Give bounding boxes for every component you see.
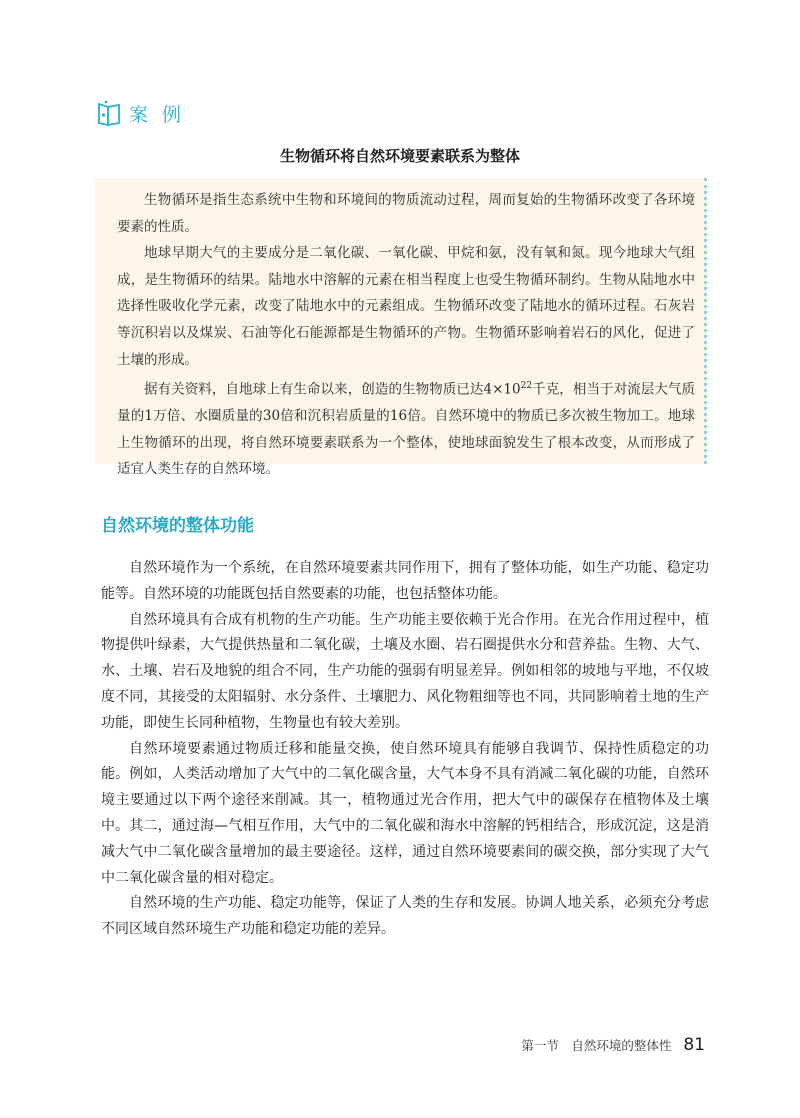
body-paragraph: 自然环境的生产功能、稳定功能等，保证了人类的生存和发展。协调人地关系，必须充分考虑不同区域自然环境生产功能和稳定功能的差异。 (101, 895, 709, 938)
body-paragraph: 自然环境作为一个系统，在自然环境要素共同作用下，拥有了整体功能，如生产功能、稳定功能等。自然环境的功能既包括自然要素的功能，也包括整体功能。 (101, 560, 709, 602)
page-footer (521, 1035, 705, 1055)
section-title: 自然环境的整体功能 (101, 516, 254, 536)
exponent: 22 (520, 381, 533, 392)
body-paragraph: 自然环境具有合成有机物的生产功能。生产功能主要依赖于光合作用。在光合作用过程中，植物提供叶绿素，大气提供热量和二氧化碳，土壤及水圈、岩石圈提供水分和营养盐。生物、大气、水、土壤、岩石及地貌的组合不同，生产功能的强弱有明显差异。例如相邻的坡地与平地，不仅坡度不同，其接受的太阳辐射、水分条件、土壤肥力、风化物粗细等也不同，共同影响着土地的生产功能，即使生长同种植物，生物量也有较大差别。 (101, 611, 709, 731)
case-label: 案 例 (129, 103, 186, 126)
case-paragraph-part: 据有关资料，自地球上有生命以来，创造的生物物质已达4×10 (144, 381, 521, 398)
case-body (117, 187, 695, 483)
book-case-icon (95, 99, 123, 127)
case-paragraph: 生物循环是指生态系统中生物和环境间的物质流动过程，周而复始的生物循环改变了各环境要素的性质。 (117, 192, 695, 235)
main-body (101, 556, 709, 943)
case-paragraph: 地球早期大气的主要成分是二氧化碳、一氧化碳、甲烷和氨，没有氧和氮。现今地球大气组成，是生物循环的结果。陆地水中溶解的元素在相当程度上也受生物循环制约。生物从陆地水中选择性吸收化学元素，改变了陆地水中的元素组成。生物循环改变了陆地水的循环过程。石灰岩等沉积岩以及煤炭、石油等化石能源都是生物循环的产物。生物循环影响着岩石的风化，促进了土壤的形成。 (117, 245, 695, 368)
case-header (95, 98, 185, 128)
case-title: 生物循环将自然环境要素联系为整体 (279, 147, 520, 165)
footer-chapter: 第一节 自然环境的整体性 (521, 1038, 672, 1053)
case-paragraph-part: 千克，相当于对流层大气质量的1万倍、水圈质量的30倍和沉积岩质量的16倍。自然环境中的物质已多次被生物加工。地球上生物循环的出现，将自然环境要素联系为一个整体，使地球面貌发生了根本改变，从而形成了适宜人类生存的自然环境。 (117, 381, 696, 478)
page-number: 81 (683, 1035, 705, 1055)
body-paragraph: 自然环境要素通过物质迁移和能量交换，使自然环境具有能够自我调节、保持性质稳定的功能。例如，人类活动增加了大气中的二氧化碳含量，大气本身不具有消减二氧化碳的功能，自然环境主要通过以下两个途径来削减。其一，植物通过光合作用，把大气中的碳保存在植物体及土壤中。其二，通过海—气相互作用，大气中的二氧化碳和海水中溶解的钙相结合，形成沉淀，这是消减大气中二氧化碳含量增加的最主要途径。这样，通过自然环境要素间的碳交换，部分实现了大气中二氧化碳含量的相对稳定。 (101, 740, 709, 886)
case-paragraph-with-exponent (117, 373, 695, 483)
